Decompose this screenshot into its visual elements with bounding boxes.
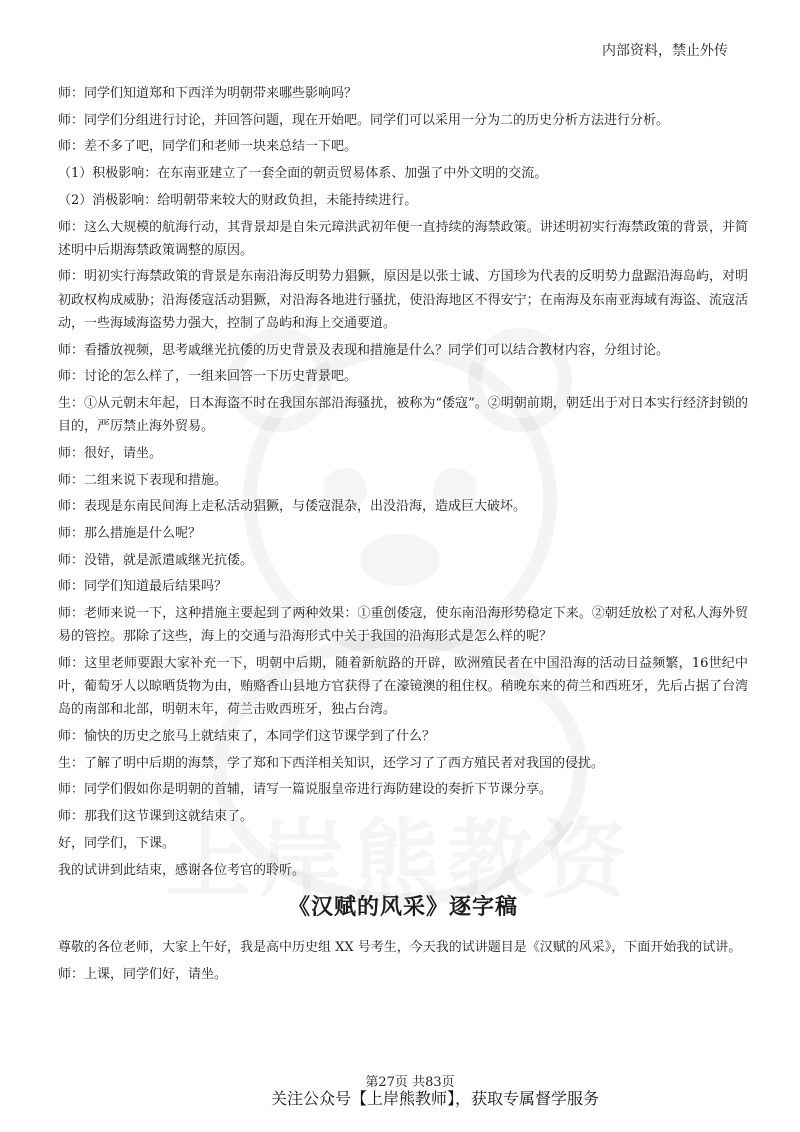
- paragraph: 好，同学们，下课。: [58, 835, 176, 851]
- paragraph: 师：这么大规模的航海行动，其背景却是自朱元璋洪武初年便一直持续的海禁政策。讲述明初实行海禁政策的背景，并简述明中后期海禁政策调整的原因。: [58, 219, 748, 258]
- paragraph: 师：同学们分组进行讨论，并回答问题，现在开始吧。同学们可以采用一分为二的历史分析方法进行分析。: [58, 112, 670, 128]
- paragraph: 师：同学们知道郑和下西洋为明朝带来哪些影响吗？: [58, 86, 358, 101]
- section-title: 《汉赋的风采》逐字稿: [287, 893, 518, 920]
- paragraph: 师：讨论的怎么样了，一组来回答一下历史背景吧。: [58, 369, 358, 385]
- paragraph: 生：了解了明中后期的海禁，学了郑和下西洋相关知识，还学习了了西方殖民者对我国的侵扰。: [58, 755, 605, 771]
- header-note: 内部资料，禁止外传: [602, 43, 728, 59]
- paragraph: 我的试讲到此结束，感谢各位考官的聆听。: [58, 862, 306, 878]
- document-body: [58, 82, 748, 989]
- paragraph: 师：老师来说一下，这种措施主要起到了两种效果：①重创倭寇，使东南沿海形势稳定下来。②朝廷放松了对私人海外贸易的管控。那除了这些，海上的交通与沿海形式中关于我国的沿海形式是怎么样的呢？: [58, 606, 748, 645]
- paragraph: 师：那我们这节课到这就结束了。: [58, 809, 254, 825]
- paragraph: 师：明初实行海禁政策的背景是东南沿海反明势力猖獗，原因是以张士诚、方国珍为代表的反明势力盘踞沿海岛屿，对明初政权构成威胁；沿海倭寇活动猖獗，对沿海各地进行骚扰，使沿海地区不得安宁；在南海及东南亚海域有海盗、流寇活动，一些海域海盗势力强大，控制了岛屿和海上交通要道。: [58, 269, 748, 331]
- paragraph: 师：这里老师要跟大家补充一下，明朝中后期，随着新航路的开辟，欧洲殖民者在中国沿海的活动日益频繁，16世纪中叶，葡萄牙人以晾晒货物为由，贿赂香山县地方官获得了在濠镜澳的租住权。稍晚东来的荷兰和西班牙，先后占据了台湾岛的南部和北部，明朝末年，荷兰击败西班牙，独占台湾。: [58, 655, 748, 718]
- paragraph: 师：愉快的历史之旅马上就结束了，本同学们这节课学到了什么？: [58, 729, 436, 745]
- paragraph: （2）消极影响：给明朝带来较大的财政负担，未能持续进行。: [58, 192, 418, 208]
- paragraph: 师：二组来说下表现和措施。: [58, 472, 228, 488]
- paragraph: 师：同学们知道最后结果吗？: [58, 579, 228, 595]
- paragraph: 生：①从元朝末年起，日本海盗不时在我国东部沿海骚扰，被称为“倭寇”。②明朝前期，朝廷出于对日本实行经济封锁的目的，严厉禁止海外贸易。: [58, 395, 748, 435]
- follow-notice: 关注公众号【上岸熊教师】，获取专属督学服务: [270, 1089, 599, 1108]
- paragraph: 师：同学们假如你是明朝的首辅，请写一篇说服皇帝进行海防建设的奏折下节课分享。: [58, 782, 553, 798]
- paragraph: 师：没错，就是派遣戚继光抗倭。: [58, 552, 254, 568]
- paragraph: （1）积极影响：在东南亚建立了一套全面的朝贡贸易体系、加强了中外文明的交流。: [58, 166, 548, 182]
- page-number: 第27页 共83页: [365, 1075, 455, 1090]
- paragraph: 师：表现是东南民间海上走私活动猖獗，与倭寇混杂，出没沿海，造成巨大破坏。: [58, 499, 527, 515]
- paragraph: 尊敬的各位老师，大家上午好，我是高中历史组 XX 号考生，今天我的试讲题目是《汉赋的风采》，下面开始我的试讲。: [58, 939, 742, 955]
- paragraph: 师：那么措施是什么呢？: [58, 525, 202, 541]
- paragraph: 师：上课，同学们好，请坐。: [58, 966, 228, 982]
- paragraph: 师：看播放视频，思考戚继光抗倭的历史背景及表现和措施是什么？同学们可以结合教材内容，分组讨论。: [58, 342, 670, 358]
- paragraph: 师：很好，请坐。: [58, 445, 163, 461]
- paragraph: 师：差不多了吧，同学们和老师一块来总结一下吧。: [58, 139, 358, 155]
